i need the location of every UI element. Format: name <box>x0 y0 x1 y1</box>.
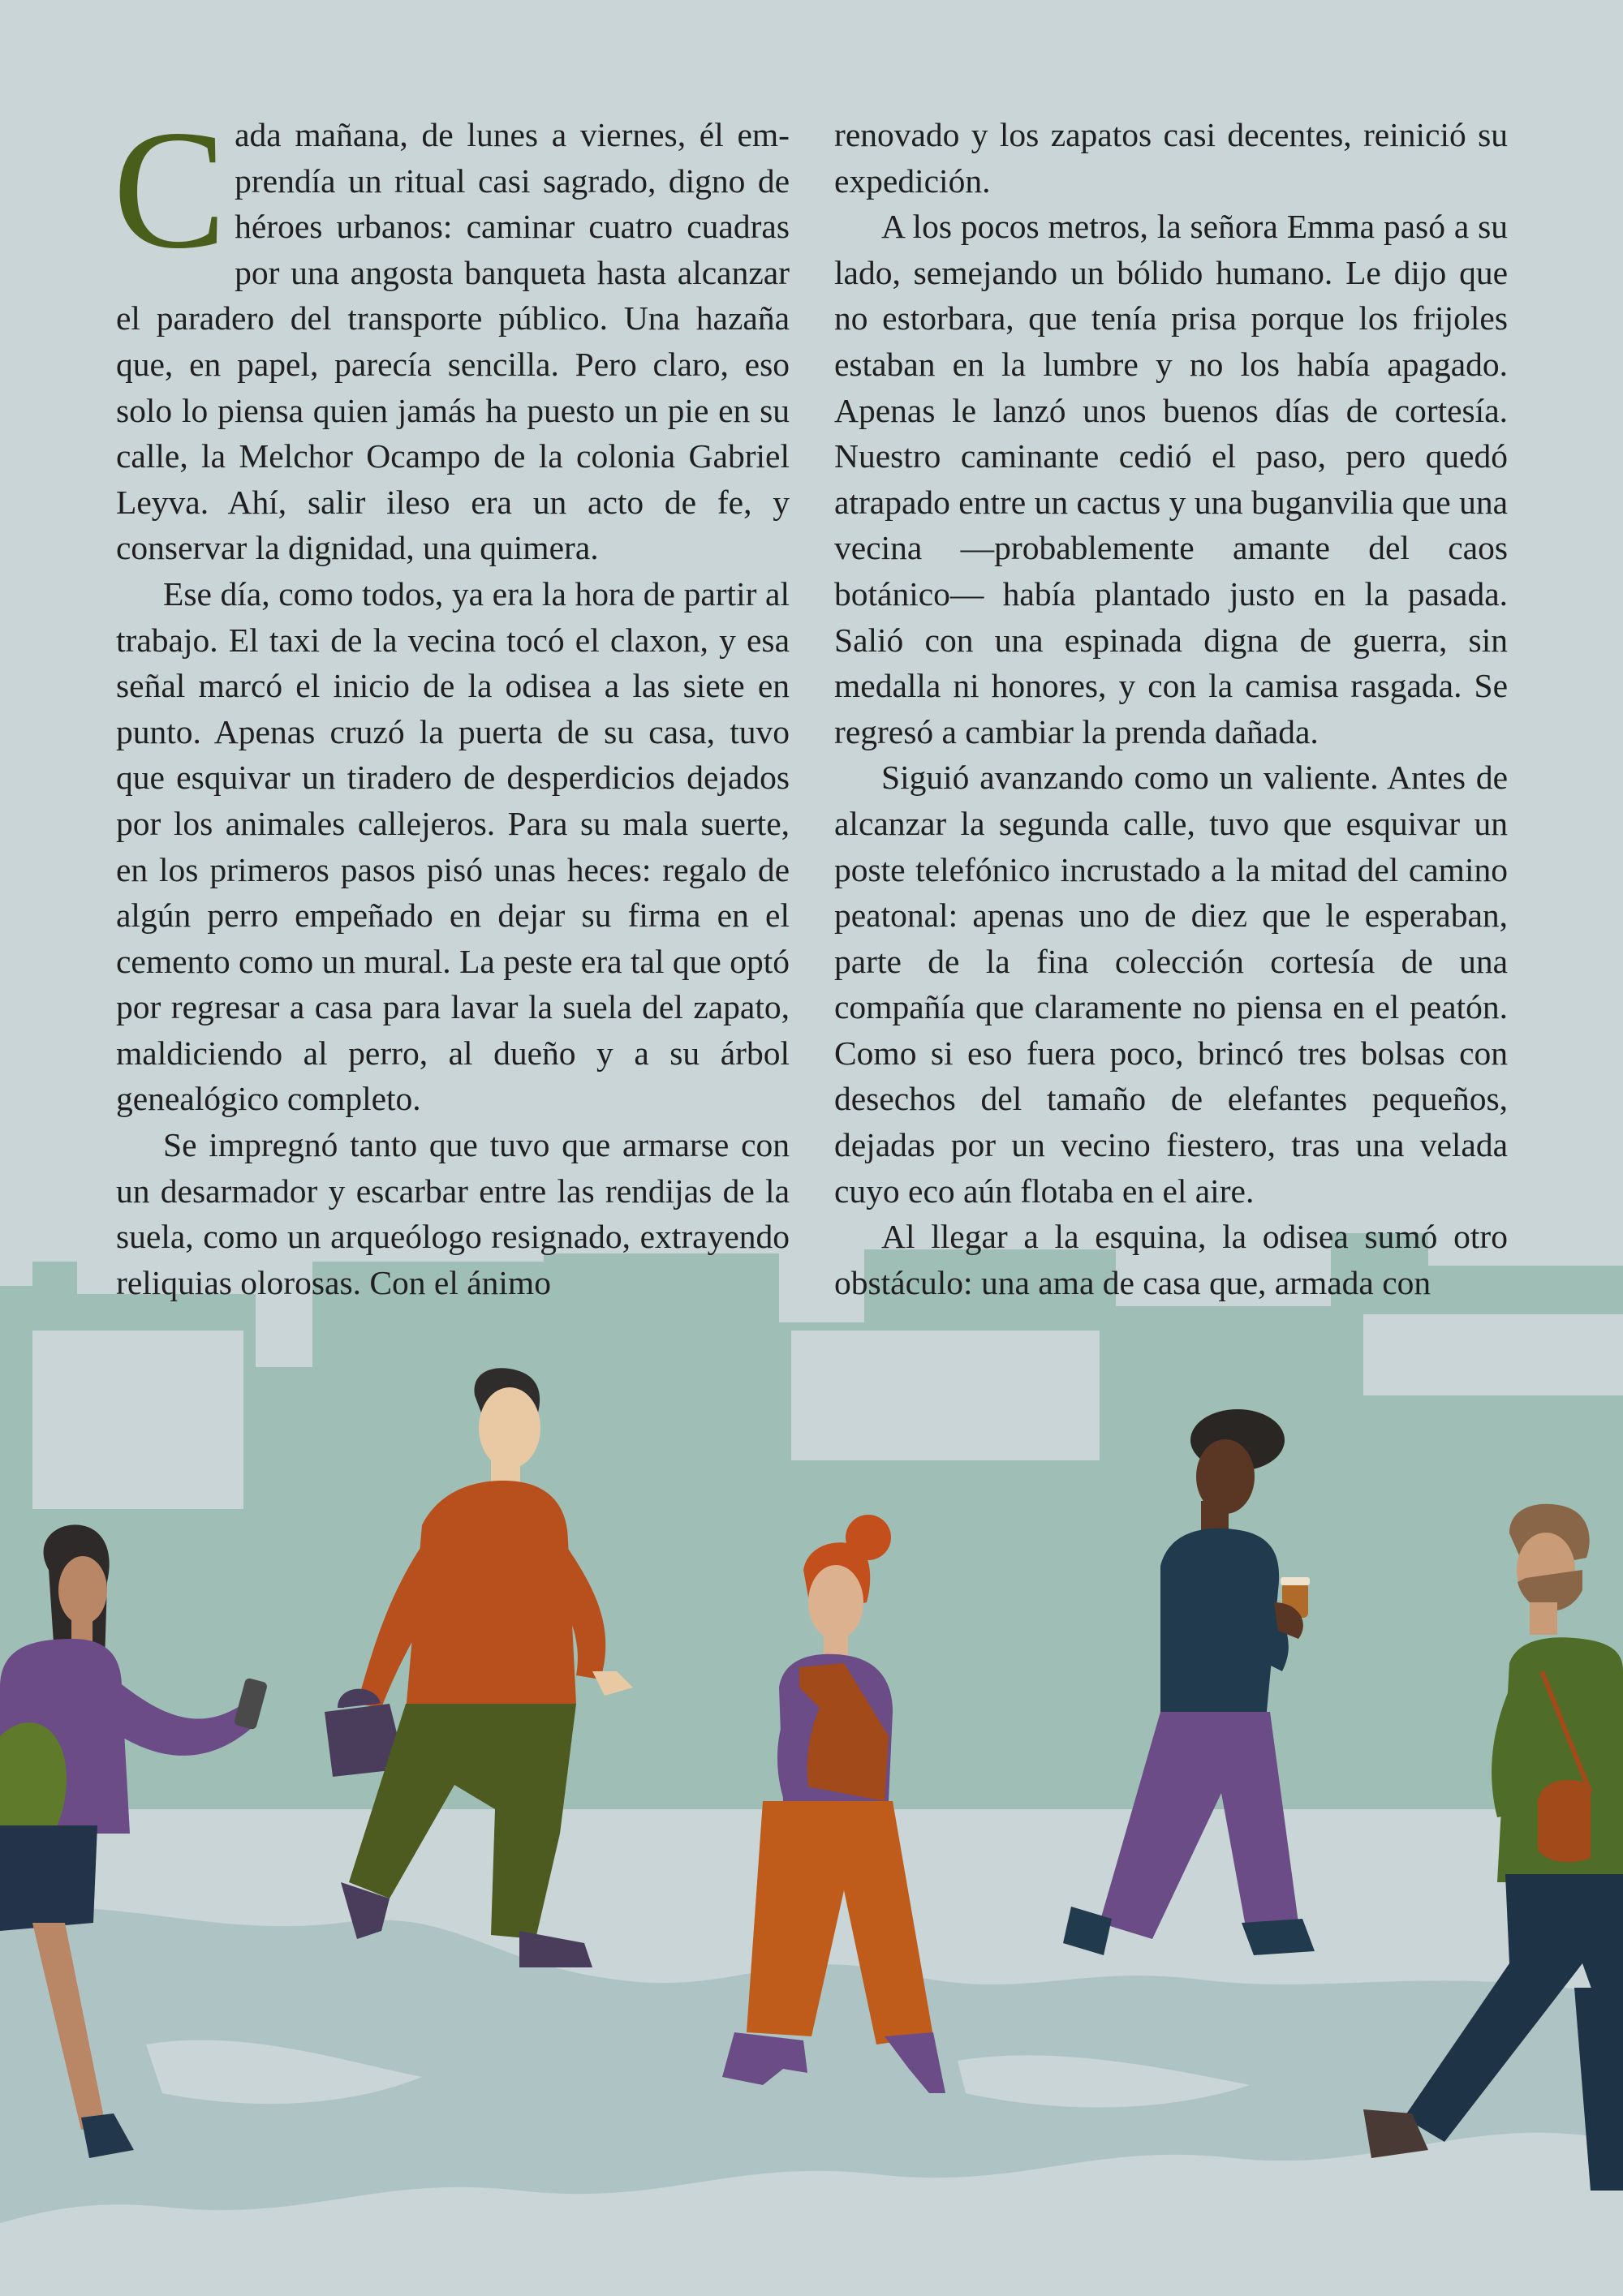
paragraph-opening <box>113 96 790 571</box>
paragraph-continued: renovado y los zapatos casi decentes, reinició su expedición. <box>834 116 1508 200</box>
paragraph: Se impregnó tanto que tuvo que armarse con un desarmador y escarbar entre las rendijas de la suela, como un arqueólogo resignado, extrayendo reliquias olorosas. Con el ánimo <box>116 1126 790 1301</box>
paragraph: Ese día, como todos, ya era la hora de partir al trabajo. El taxi de la vecina tocó el claxon, y esa señal marcó el inicio de la odisea a las siete en punto. Apenas cruzó la puerta de su casa, tuvo que esquivar un tiradero de desperdicios dejados por los animales callejeros. Para su mala suerte, en los primeros pasos pisó unas heces: regalo de algún perro empeñado en dejar su firma en el cemento como un mural. La peste era tal que optó por regresar a casa para lavar la suela del zapato, maldiciendo al perro, al dueño y a su árbol genealógico completo. <box>116 574 790 1118</box>
text-column-right <box>834 112 1508 1305</box>
paragraph: A los pocos metros, la señora Emma pasó a su lado, semejando un bólido humano. Le dijo que no estorbara, que tenía prisa porque los frijoles estaban en la lumbre y no los había apagado. Apenas le lanzó unos buenos días de cortesía. Nuestro caminante cedió el paso, pero quedó atrapado entre un cactus y una buganvilia que una vecina —probablemente amante del caos botánico— había plantado justo en la pasada. Salió con una espinada digna de guerra, sin medalla ni honores, y con la camisa rasgada. Se regresó a cambiar la prenda dañada. <box>834 208 1508 750</box>
drop-cap: C <box>113 96 227 284</box>
paragraph-text: ada mañana, de lunes a viernes, él emprendía un ritual casi sagrado, digno de héroes urbanos: caminar cuatro cuadras por una angosta banqueta hasta alcanzar el paradero del transporte público. Una hazaña que, en papel, parecía sencilla. Pero claro, eso solo lo piensa quien jamás ha puesto un pie en su calle, la Melchor Ocampo de la colonia Gabriel Leyva. Ahí, salir ileso era un acto de fe, y conservar la dignidad, una quimera. <box>116 116 790 567</box>
text-column-left <box>113 96 790 1305</box>
paragraph: Al llegar a la esquina, la odisea sumó otro obstáculo: una ama de casa que, armada con <box>834 1218 1508 1301</box>
paragraph: Siguió avanzando como un valiente. Antes de alcanzar la segunda calle, tuvo que esquivar un poste telefónico incrustado a la mitad del camino peatonal: apenas uno de diez que le esperaban, parte de la fina colección cortesía de una compañía que claramente no piensa en el peatón. Como si eso fuera poco, brincó tres bolsas con desechos del tamaño de elefantes pequeños, dejadas por un vecino fiestero, tras una velada cuyo eco aún flotaba en el aire. <box>834 759 1508 1210</box>
